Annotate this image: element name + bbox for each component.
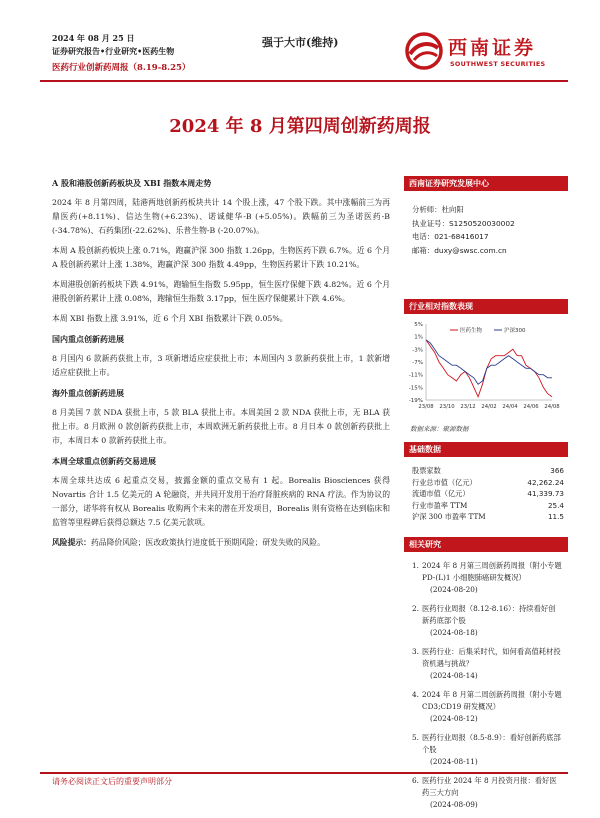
analyst-value: 021-68416017 xyxy=(434,232,489,241)
x-tick-label: 24/06 xyxy=(523,404,539,410)
x-tick-label: 24/08 xyxy=(544,404,560,410)
related-item-title: 2024 年 8 月第三周创新药周报（附小专题 PD-(L)1 小细胞肺癌研发概况） xyxy=(422,560,562,582)
basic-data-key: 股票家数 xyxy=(412,466,441,475)
paragraph-market-2: 本周 A 股创新药板块上涨 0.71%，跑赢沪深 300 指数 1.26pp，生物医药下跌 6.7%。近 6 个月 A 股创新药累计上涨 1.38%，跑赢沪深 300 指数 4.49pp，生物医药累计下跌 10.21%。 xyxy=(52,246,391,269)
paragraph-market-1: 2024 年 8 月第四周，陆港两地创新药板块共计 14 个股上涨，47 个股下跌。其中涨幅前三为再鼎医药(+8.11%)、信达生物(+6.23%)、诺诚健华-B (+5.05%)。跌幅前三为圣诺医药-B (-34.78%)、石药集团(-22.62%)、乐普生物-B (-20.07%)。 xyxy=(52,198,390,235)
report-body xyxy=(52,176,390,556)
analyst-row xyxy=(412,203,568,217)
related-item[interactable] xyxy=(412,732,562,768)
related-item-date: (2024-08-09) xyxy=(430,799,478,809)
basic-data-row xyxy=(404,511,568,523)
paragraph-market-4: 本周 XBI 指数上涨 3.91%，近 6 个月 XBI 指数累计下跌 0.05%。 xyxy=(52,314,288,323)
footer-disclaimer: 请务必阅读正文后的重要声明部分 xyxy=(52,777,172,786)
relative-index-chart xyxy=(404,316,568,416)
paragraph-market-3: 本周港股创新药板块下跌 4.91%，跑输恒生指数 5.95pp，恒生医疗保健下跌 4.82%。近 6 个月港股创新药累计上涨 0.08%，跑输恒生指数 3.17pp，恒生医疗保健累计下跌 4.6%。 xyxy=(52,280,390,303)
report-category: 证券研究报告•行业研究•医药生物 xyxy=(52,46,175,56)
legend-label: 沪深300 xyxy=(504,328,526,334)
related-item-number: 3. xyxy=(412,646,419,656)
related-item-title: 医药行业周报（8.12-8.16）：持续看好创新药底部个股 xyxy=(422,603,556,625)
y-tick-label: -3% xyxy=(412,347,423,354)
related-item-date: (2024-08-14) xyxy=(430,670,478,680)
analyst-value: 杜向阳 xyxy=(441,205,464,214)
chart-box-heading: 行业相对指数表现 xyxy=(404,299,568,314)
basic-data-key: 行业总市值（亿元） xyxy=(412,477,477,487)
related-item-date: (2024-08-20) xyxy=(430,584,478,594)
x-tick-label: 24/02 xyxy=(481,404,497,410)
x-tick-label: 23/08 xyxy=(418,404,434,410)
related-item-number: 6. xyxy=(412,775,419,785)
related-item[interactable] xyxy=(412,775,562,811)
section-heading-market: A 股和港股创新药板块及 XBI 指数本周走势 xyxy=(52,178,212,188)
risk-text: 药品降价风险；医改政策执行进度低于预期风险；研发失败的风险。 xyxy=(90,538,325,547)
analyst-row xyxy=(412,230,568,244)
related-item-number: 5. xyxy=(412,732,419,742)
basic-data-key: 流通市值（亿元） xyxy=(412,489,470,498)
basic-data-row xyxy=(404,477,568,489)
basic-data-value: 25.4 xyxy=(547,500,564,510)
report-title: 2024 年 8 月第四周创新药周报 xyxy=(169,116,431,137)
related-item[interactable] xyxy=(412,560,562,596)
y-tick-label: -19% xyxy=(408,398,423,404)
related-item[interactable] xyxy=(412,603,562,639)
basic-data-value: 41,339.73 xyxy=(527,489,564,498)
y-tick-label: -7% xyxy=(412,360,423,366)
paragraph-deals: 本周全球共达成 6 起重点交易，披露金额的重点交易有 1 起。Borealis Biosciences 获得 Novartis 合计 1.5 亿美元的 A 轮融资，并共同开发用于治疗肾脏疾病的 RNA 疗法。作为协议的一部分，诺华将有权从 Borealis 收购两个未来的潜在开发项目，Borealis 则有资格在达到临床和监管等里程碑后获得总额达 7.5 亿美元款项。 xyxy=(52,476,390,527)
basic-data-row xyxy=(404,465,568,477)
related-item[interactable] xyxy=(412,689,562,725)
risk-warning xyxy=(52,536,390,550)
report-date: 2024 年 08 月 25 日 xyxy=(52,33,135,43)
y-tick-label: -11% xyxy=(408,372,423,379)
related-item-title: 医药行业：后集采时代，如何看高值耗材投资机遇与挑战？ xyxy=(422,646,561,668)
basic-data-heading: 基础数据 xyxy=(404,442,568,457)
industry-rating: 强于大市(维持) xyxy=(262,36,339,49)
chart-svg xyxy=(404,316,568,416)
section-heading-domestic: 国内重点创新药进展 xyxy=(52,334,124,344)
related-item-number: 2. xyxy=(412,603,419,613)
report-header-meta xyxy=(52,32,190,75)
section-heading-deals: 本周全球重点创新药交易进展 xyxy=(52,456,156,466)
logo-mark-icon xyxy=(404,32,444,70)
related-item-number: 4. xyxy=(412,689,419,699)
legend-label: 医药生物 xyxy=(460,328,483,334)
analyst-label: 执业证号： xyxy=(412,218,449,228)
y-tick-label: -15% xyxy=(408,385,423,392)
y-tick-label: 5% xyxy=(414,322,423,328)
sidebar xyxy=(404,176,568,818)
logo-text-cn: 西南证券 xyxy=(448,37,537,59)
section-heading-overseas: 海外重点创新药进展 xyxy=(52,388,124,398)
risk-label: 风险提示： xyxy=(52,538,91,547)
series-line-pharma xyxy=(426,340,552,397)
analyst-info xyxy=(404,191,568,299)
analyst-email[interactable]: duxy@swsc.com.cn xyxy=(434,245,507,255)
analyst-value: S1250520030002 xyxy=(448,218,515,228)
report-series: 医药行业创新药周报（8.19-8.25） xyxy=(52,63,191,73)
basic-data-table xyxy=(404,457,568,523)
x-tick-label: 23/10 xyxy=(439,404,455,410)
analyst-label: 分析师： xyxy=(412,205,442,214)
y-tick-label: 1% xyxy=(414,334,423,341)
company-logo xyxy=(404,30,574,74)
analyst-row xyxy=(412,244,568,258)
header-divider xyxy=(40,80,568,82)
chart-source: 数据来源：聚源数据 xyxy=(410,425,469,433)
x-tick-label: 24/04 xyxy=(502,404,518,410)
paragraph-domestic: 8 月国内 6 款新药获批上市，3 项新增适应症获批上市；本周国内 3 款新药获批上市，1 款新增适应症获批上市。 xyxy=(52,354,390,377)
analyst-row xyxy=(412,217,568,231)
basic-data-key: 沪深 300 市盈率 TTM xyxy=(412,512,486,521)
basic-data-row xyxy=(404,500,568,512)
basic-data-key: 行业市盈率 TTM xyxy=(412,500,468,510)
related-item-date: (2024-08-18) xyxy=(430,627,478,637)
logo-text-en: SOUTHWEST SECURITIES xyxy=(450,60,546,68)
basic-data-value: 366 xyxy=(550,466,564,475)
basic-data-value: 42,262.24 xyxy=(527,477,564,487)
analyst-label: 电话： xyxy=(412,232,435,241)
related-research-heading: 相关研究 xyxy=(404,537,568,552)
related-item-title: 2024 年 8 月第二周创新药周报（附小专题 CD3;CD19 研发概况） xyxy=(422,689,562,711)
related-item-title: 医药行业周报（8.5-8.9）：看好创新药底部个股 xyxy=(422,732,561,754)
x-tick-label: 23/12 xyxy=(460,404,476,410)
related-item-date: (2024-08-12) xyxy=(430,713,478,723)
related-item[interactable] xyxy=(412,646,562,682)
related-item-number: 1. xyxy=(412,560,419,570)
analyst-label: 邮箱： xyxy=(412,245,435,255)
basic-data-row xyxy=(404,488,568,500)
analyst-box-heading: 西南证券研究发展中心 xyxy=(404,176,568,191)
related-item-title: 医药行业 2024 年 8 月投资月报：看好医药三大方向 xyxy=(422,775,557,797)
basic-data-value: 11.5 xyxy=(547,512,564,521)
paragraph-overseas: 8 月美国 7 款 NDA 获批上市，5 款 BLA 获批上市。本周美国 2 款 NDA 获批上市，无 BLA 获批上市。8 月欧洲 0 款创新药获批上市，本周欧洲无新药获批上市。8 月日本 0 款创新药获批上市，本周日本 0 款新药获批上市。 xyxy=(52,408,390,445)
series-line-csi300 xyxy=(426,340,552,384)
footer-divider xyxy=(40,772,568,774)
related-item-date: (2024-08-11) xyxy=(430,756,478,766)
